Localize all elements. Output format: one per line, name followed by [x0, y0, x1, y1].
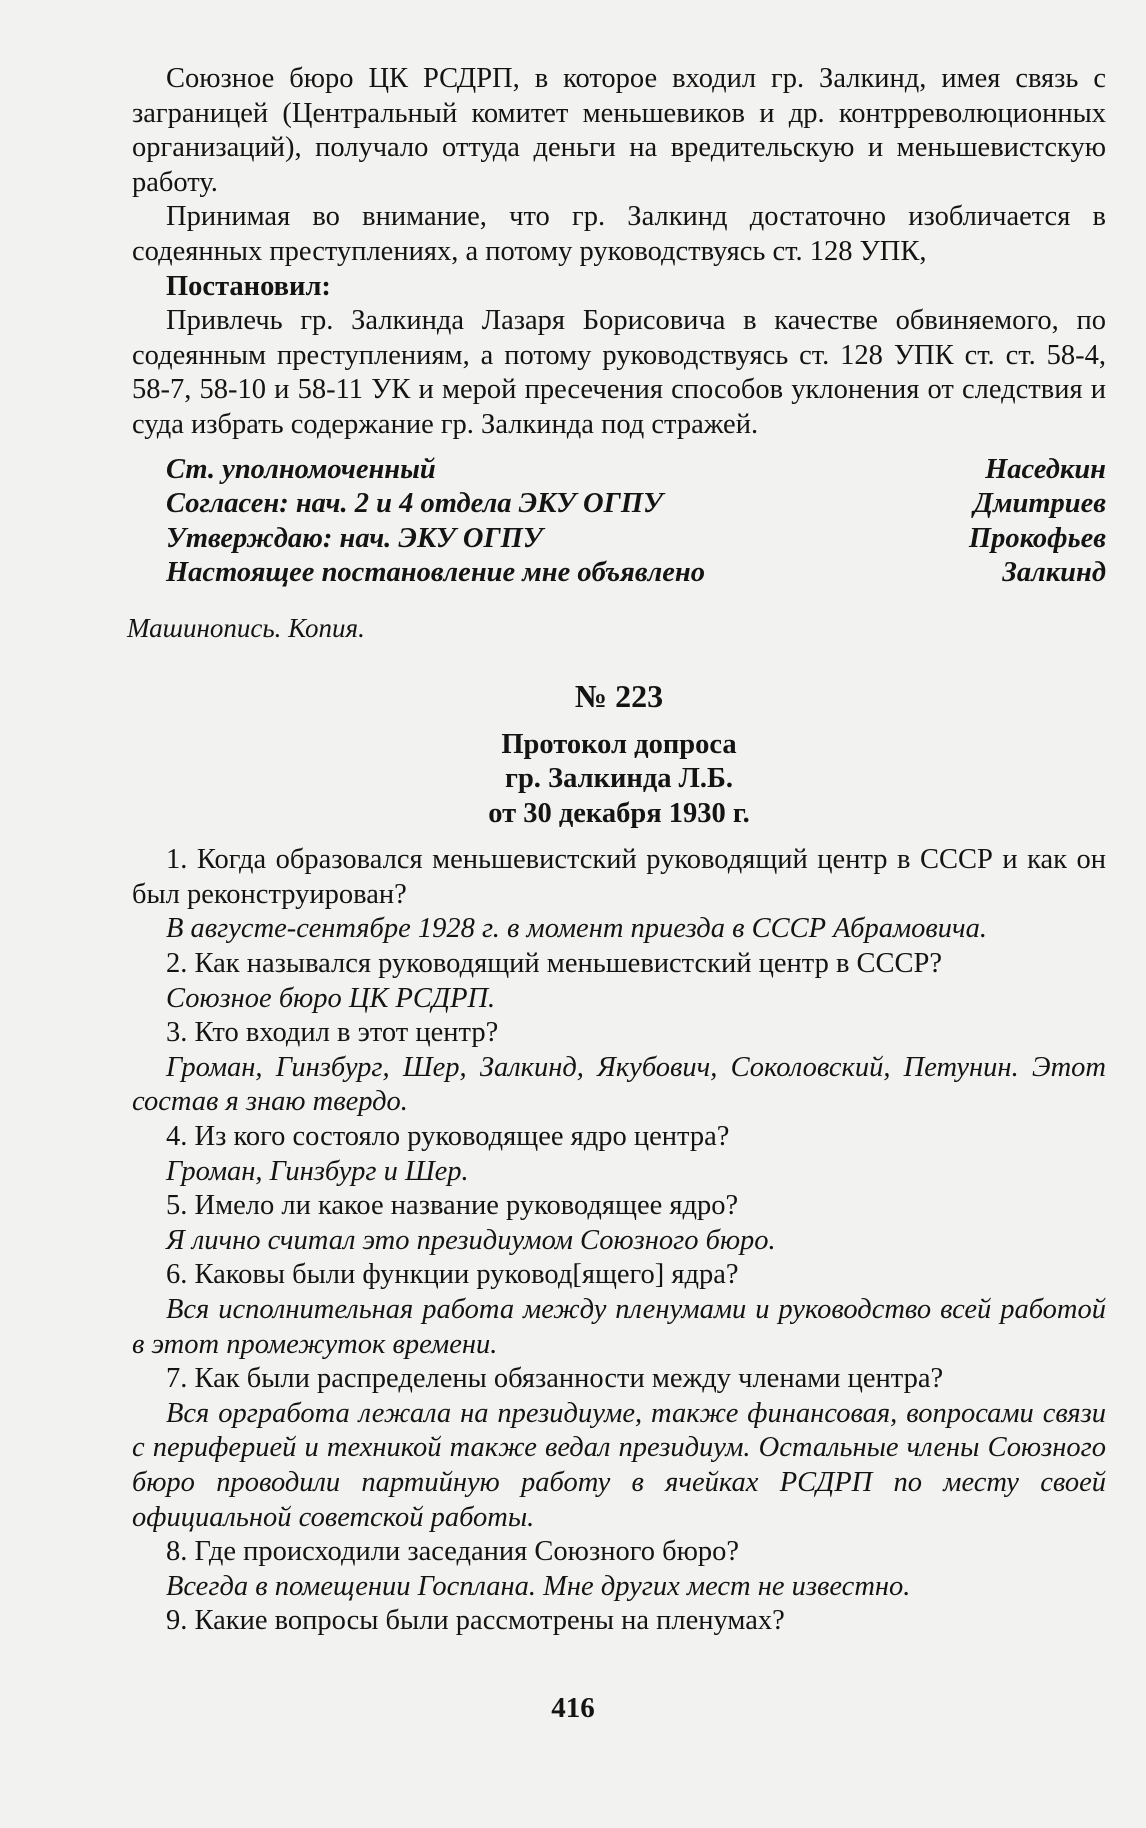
signature-name: Прокофьев [968, 522, 1106, 554]
page-number: 416 [551, 1692, 595, 1724]
document-number: № 223 [574, 677, 664, 714]
signature-name: Дмитриев [973, 488, 1106, 520]
signature-row [132, 556, 1106, 591]
question: 9. Какие вопросы были рассмотрены на пленумах? [166, 1605, 785, 1637]
document-title [132, 728, 1106, 832]
signature-name: Наседкин [985, 453, 1106, 485]
signature-role: Согласен: нач. 2 и 4 отдела ЭКУ ОГПУ [166, 488, 663, 520]
question: 6. Каковы были функции руковод[ящего] ядра? [166, 1259, 739, 1291]
paragraph-considering: Принимая во внимание, что гр. Залкинд достаточно изобличается в содеянных преступлениях, а потому руководствуясь ст. 128 УПК, [132, 201, 1106, 267]
question: 1. Когда образовался меньшевистский руководящий центр в СССР и как он был реконструирован? [132, 844, 1106, 910]
question: 5. Имело ли какое название руководящее ядро? [166, 1190, 739, 1222]
question: 3. Кто входил в этот центр? [166, 1017, 499, 1049]
paragraph-union-bureau: Союзное бюро ЦК РСДРП, в которое входил гр. Залкинд, имея связь с заграницей (Центральный комитет меньшевиков и др. контрреволюционных организаций), получало оттуда деньги на вредительскую и меньшевистскую работу. [132, 63, 1106, 198]
paragraph-resolution: Привлечь гр. Залкинда Лазаря Борисовича в качестве обвиняемого, по содеянным преступлениям, а потому руководствуясь ст. 128 УПК ст. ст. 58-4, 58-7, 58-10 и 58-11 УК и мерой пресечения способов уклонения от следствия и суда избрать содержание гр. Залкинда под стражей. [132, 305, 1106, 440]
document-title-line: гр. Залкинда Л.Б. [505, 763, 733, 795]
answer: Вся оргработа лежала на президиуме, также финансовая, вопросами связи с периферией и техникой также ведал президиум. Остальные члены Союзного бюро проводили партийную работу в ячейках РСДРП по месту своей официальной советской работы. [132, 1397, 1106, 1533]
signature-role: Настоящее постановление мне объявлено [166, 557, 705, 589]
signature-role: Утверждаю: нач. ЭКУ ОГПУ [166, 522, 543, 554]
answer: Громан, Гинзбург, Шер, Залкинд, Якубович, Соколовский, Петунин. Этот состав я знаю твердо. [132, 1051, 1106, 1118]
answer: Вся исполнительная работа между пленумами и руководство всей работой в этот промежуток времени. [132, 1294, 1106, 1360]
document-title-line: Протокол допроса [501, 728, 737, 760]
signature-row [132, 487, 1106, 522]
resolved-heading: Постановил: [166, 270, 331, 302]
signature-name: Залкинд [1002, 557, 1106, 589]
question: 8. Где происходили заседания Союзного бюро? [166, 1536, 740, 1568]
question: 7. Как были распределены обязанности между членами центра? [166, 1363, 944, 1395]
signature-role: Ст. уполномоченный [166, 453, 436, 485]
question: 4. Из кого состояло руководящее ядро центра? [166, 1121, 730, 1153]
answer: Громан, Гинзбург и Шер. [166, 1155, 469, 1187]
signature-row [132, 522, 1106, 557]
answer: В августе-сентябре 1928 г. в момент приезда в СССР Абрамовича. [166, 913, 988, 945]
source-note: Машинопись. Копия. [127, 612, 365, 643]
interrogation-qa [132, 843, 1106, 1639]
answer: Я лично считал это президиумом Союзного бюро. [166, 1224, 776, 1256]
signature-row [132, 453, 1106, 488]
question: 2. Как назывался руководящий меньшевистский центр в СССР? [166, 948, 943, 980]
page-body [127, 62, 1106, 1639]
document-title-line: от 30 декабря 1930 г. [488, 797, 750, 829]
answer: Союзное бюро ЦК РСДРП. [166, 982, 496, 1014]
answer: Всегда в помещении Госплана. Мне других мест не известно. [166, 1570, 911, 1602]
signature-block [132, 453, 1106, 591]
